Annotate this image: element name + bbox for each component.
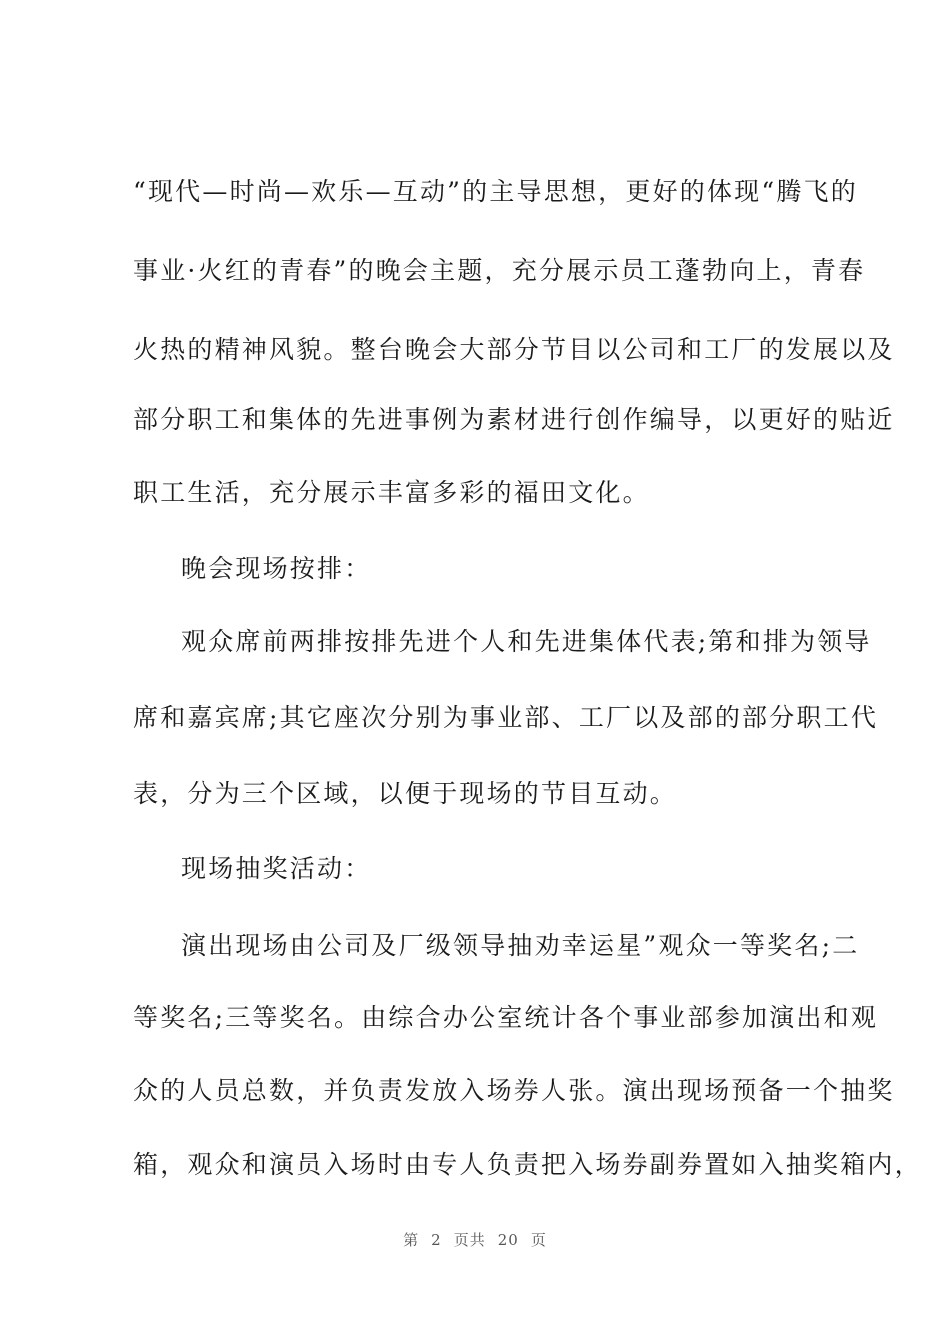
footer-prefix: 第 [403, 1231, 420, 1249]
body-line-7: 观众席前两排按排先进个人和先进集体代表;第和排为领导 [181, 627, 872, 656]
body-line-4: 部分职工和集体的先进事例为素材进行创作编导，以更好的贴近 [133, 405, 895, 434]
body-line-3: 火热的精神风貌。整台晚会大部分节目以公司和工厂的发展以及 [133, 335, 895, 364]
footer-current-page: 2 [431, 1231, 442, 1249]
footer-total-pages: 20 [497, 1231, 519, 1249]
body-line-11: 演出现场由公司及厂级领导抽劝幸运星”观众一等奖名;二 [181, 931, 860, 960]
body-line-1: “现代—时尚—欢乐—互动”的主导思想，更好的体现“腾飞的 [133, 177, 858, 206]
footer-suffix: 页 [530, 1231, 547, 1249]
body-line-13: 众的人员总数，并负责发放入场券人张。演出现场预备一个抽奖 [133, 1076, 895, 1105]
body-line-14: 箱，观众和演员入场时由专人负责把入场券副券置如入抽奖箱内， [133, 1150, 922, 1179]
footer-middle: 页共 [453, 1231, 486, 1249]
section-heading-venue: 晚会现场按排： [181, 554, 372, 583]
body-line-5: 职工生活，充分展示丰富多彩的福田文化。 [133, 478, 650, 507]
section-heading-lottery: 现场抽奖活动： [181, 854, 372, 883]
body-line-8: 席和嘉宾席;其它座次分别为事业部、工厂以及部的部分职工代 [133, 703, 879, 732]
body-line-2: 事业·火红的青春”的晚会主题，充分展示员工蓬勃向上，青春 [133, 256, 866, 285]
body-line-9: 表，分为三个区域，以便于现场的节目互动。 [133, 779, 678, 808]
page-number-footer [0, 1229, 950, 1250]
body-line-12: 等奖名;三等奖名。由综合办公室统计各个事业部参加演出和观 [133, 1003, 879, 1032]
